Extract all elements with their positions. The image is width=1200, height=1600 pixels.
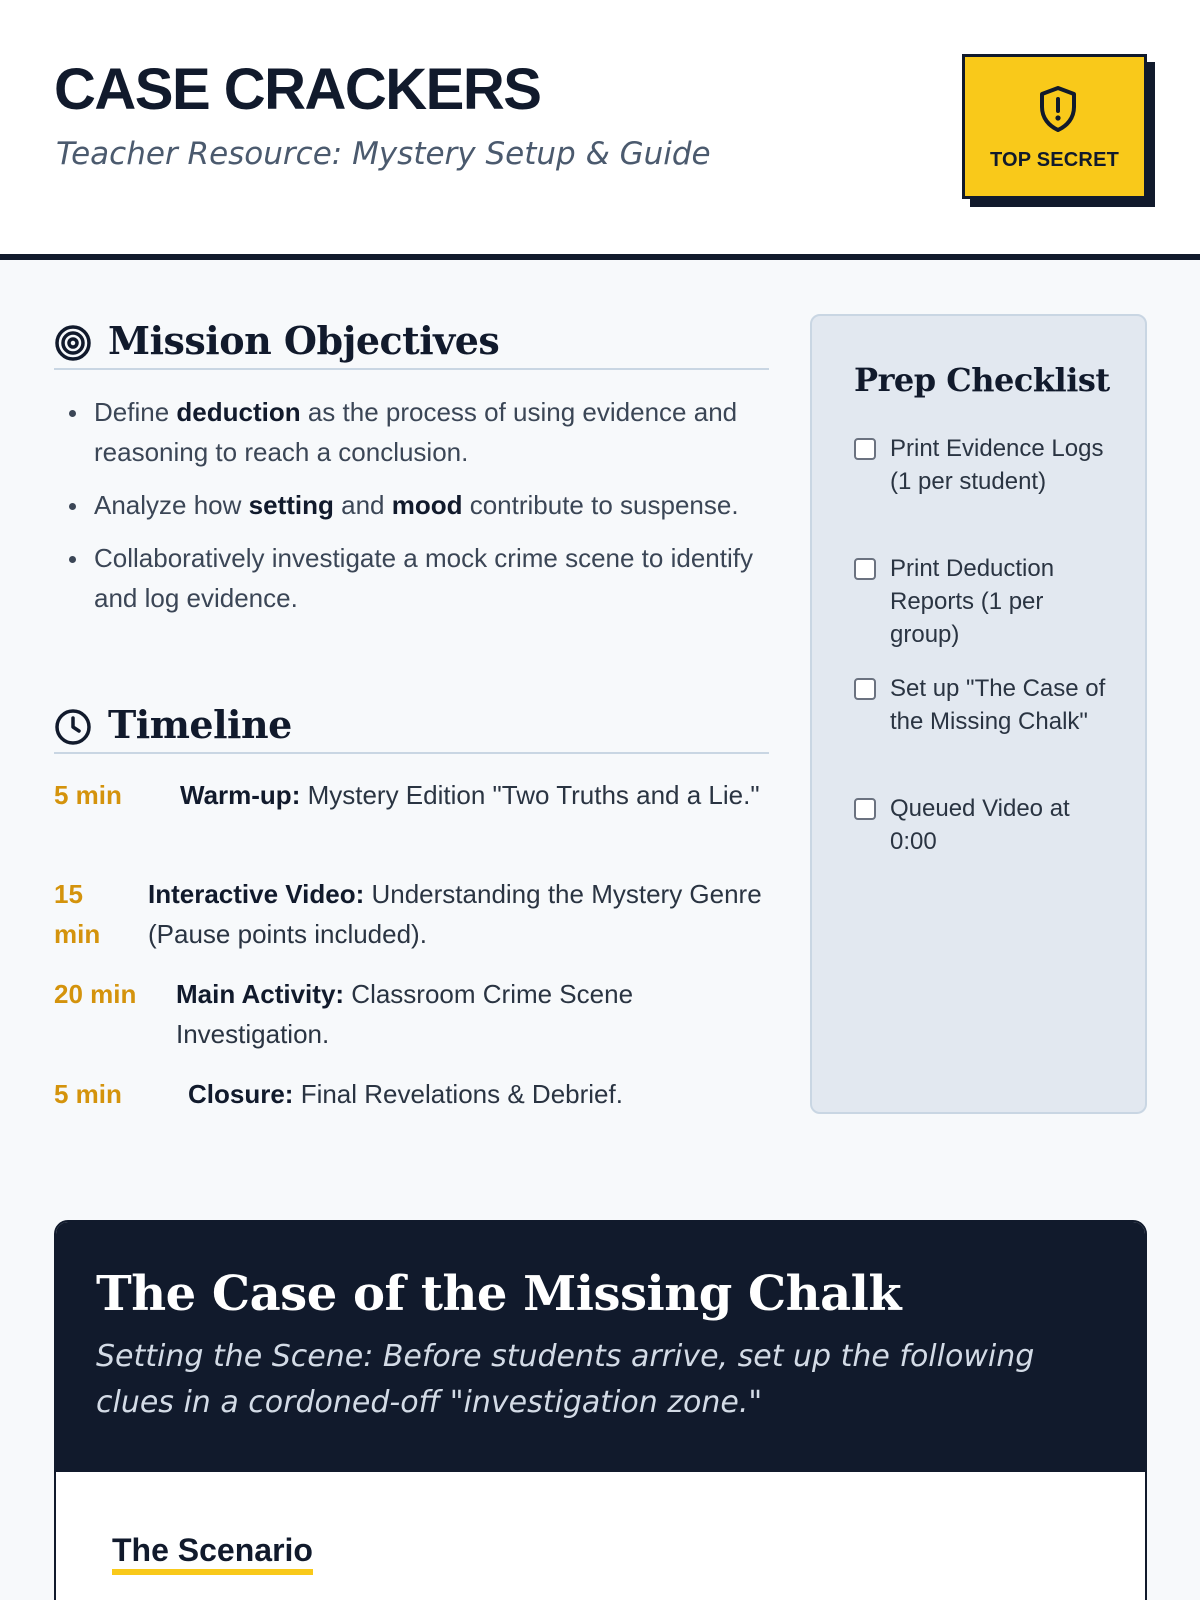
scenario-heading: The Scenario (112, 1532, 313, 1575)
timeline-desc: Main Activity: Classroom Crime Scene Investigation. (176, 979, 634, 1049)
timeline-desc: Interactive Video: Understanding the Mystery Genre (Pause points included). (148, 879, 762, 949)
objective-item: Analyze how setting and mood contribute to suspense. (94, 485, 764, 525)
case-intro: Setting the Scene: Before students arrive, set up the following clues in a cordoned-off "investigation zone." (96, 1339, 1035, 1420)
page-title: CASE CRACKERS (54, 57, 541, 122)
checklist-item-label: Set up "The Case of the Missing Chalk" (890, 675, 1106, 735)
prep-checklist (810, 314, 1147, 1114)
checkbox[interactable] (854, 798, 876, 820)
case-header (56, 1222, 1145, 1472)
timeline-title: Timeline (108, 702, 292, 747)
clock-icon (54, 708, 92, 746)
timeline-time: 20 min (54, 979, 137, 1009)
timeline-desc: Warm-up: Mystery Edition "Two Truths and a Lie." (180, 780, 760, 810)
checkbox[interactable] (854, 438, 876, 460)
page-subtitle: Teacher Resource: Mystery Setup & Guide (56, 136, 711, 172)
case-panel (54, 1220, 1147, 1600)
checklist-item-label: Print Evidence Logs (1 per student) (890, 435, 1104, 495)
objective-item: Define deduction as the process of using evidence and reasoning to reach a conclusion. (94, 392, 764, 472)
top-secret-stamp (962, 54, 1147, 199)
timeline-time: 15 min (54, 879, 101, 949)
objective-item: Collaboratively investigate a mock crime scene to identify and log evidence. (94, 538, 764, 618)
objectives-heading (54, 318, 769, 370)
timeline-desc: Closure: Final Revelations & Debrief. (188, 1079, 623, 1109)
timeline-heading (54, 702, 769, 754)
case-title: The Case of the Missing Chalk (96, 1266, 902, 1322)
shield-alert-icon (1037, 85, 1079, 133)
target-icon (54, 324, 92, 362)
timeline-time: 5 min (54, 780, 122, 810)
timeline-time: 5 min (54, 1079, 122, 1109)
stamp-label: TOP SECRET (989, 149, 1120, 171)
objectives-list (94, 392, 764, 631)
objectives-title: Mission Objectives (108, 318, 500, 363)
checklist-item-label: Queued Video at 0:00 (890, 795, 1070, 855)
checkbox[interactable] (854, 558, 876, 580)
page-header (0, 0, 1200, 260)
checklist-item-label: Print Deduction Reports (1 per group) (890, 555, 1055, 648)
checklist-title: Prep Checklist (854, 361, 1110, 399)
checkbox[interactable] (854, 678, 876, 700)
